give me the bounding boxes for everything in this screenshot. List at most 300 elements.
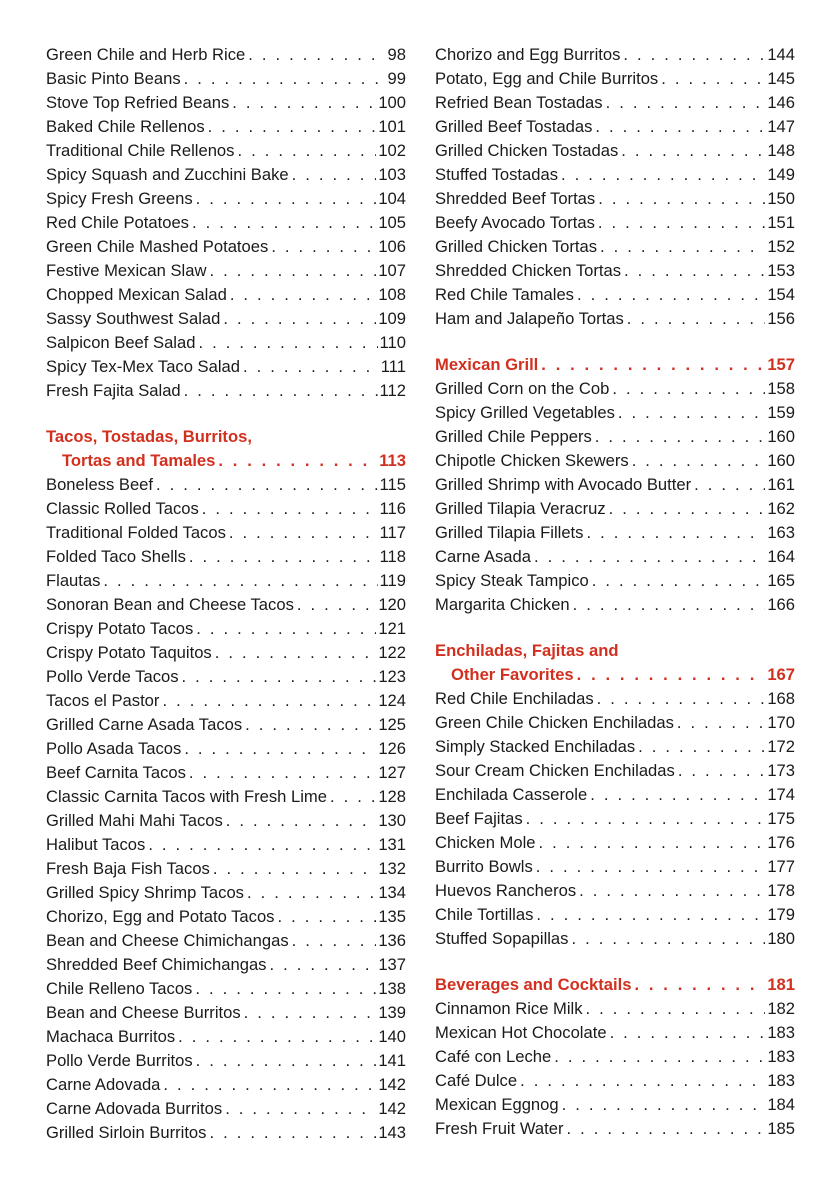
toc-entry — [435, 235, 795, 259]
toc-entry-title: Margarita Chicken — [435, 595, 570, 614]
toc-entry — [46, 91, 406, 115]
dot-leader — [606, 91, 766, 115]
section-heading-tacos — [46, 425, 406, 449]
dot-leader — [156, 473, 378, 497]
toc-entry — [46, 235, 406, 259]
toc-entry-page: 146 — [767, 93, 795, 112]
dot-leader — [561, 163, 765, 187]
toc-entry — [46, 1121, 406, 1145]
toc-entry-title: Grilled Shrimp with Avocado Butter — [435, 475, 692, 494]
dot-leader — [595, 425, 766, 449]
toc-entry — [435, 735, 795, 759]
toc-entry-page: 120 — [378, 595, 406, 614]
toc-entry-page: 153 — [767, 261, 795, 280]
toc-entry — [46, 1001, 406, 1025]
toc-entry-page: 145 — [767, 69, 795, 88]
toc-entry-page: 140 — [378, 1027, 406, 1046]
section-heading-beverages — [435, 973, 795, 997]
toc-entry-page: 109 — [378, 309, 406, 328]
toc-entry-page: 118 — [379, 547, 406, 566]
toc-entry-page: 149 — [767, 165, 795, 184]
section-heading-page: 113 — [379, 451, 406, 470]
toc-entry-title: Grilled Chicken Tostadas — [435, 141, 619, 160]
dot-leader — [586, 997, 766, 1021]
toc-entry-title: Fresh Fajita Salad — [46, 381, 181, 400]
toc-entry-page: 158 — [767, 379, 795, 398]
toc-entry-page: 176 — [767, 833, 795, 852]
toc-entry-title: Halibut Tacos — [46, 835, 146, 854]
toc-entry-page: 112 — [379, 381, 406, 400]
toc-entry-title: Folded Taco Shells — [46, 547, 186, 566]
dot-leader — [330, 785, 376, 809]
toc-entry — [46, 665, 406, 689]
dot-leader — [225, 1097, 376, 1121]
toc-entry-title: Crispy Potato Taquitos — [46, 643, 212, 662]
toc-entry-title: Tacos el Pastor — [46, 691, 160, 710]
toc-entry-title: Red Chile Potatoes — [46, 213, 189, 232]
toc-entry-title: Chorizo and Egg Burritos — [435, 45, 621, 64]
toc-entry — [435, 593, 795, 617]
toc-entry-title: Classic Rolled Tacos — [46, 499, 199, 518]
toc-entry — [435, 307, 795, 331]
toc-left-column — [46, 43, 406, 1145]
toc-entry — [46, 641, 406, 665]
toc-entry — [46, 1097, 406, 1121]
toc-entry-page: 182 — [767, 999, 795, 1018]
toc-entry-page: 163 — [767, 523, 795, 542]
toc-entry-page: 183 — [767, 1071, 795, 1090]
toc-entry-title: Grilled Chicken Tortas — [435, 237, 598, 256]
toc-entry-title: Pollo Asada Tacos — [46, 739, 182, 758]
toc-entry — [435, 687, 795, 711]
toc-entry — [46, 713, 406, 737]
toc-entry — [46, 689, 406, 713]
toc-entry-title: Shredded Chicken Tortas — [435, 261, 622, 280]
toc-entry-title: Mexican Hot Chocolate — [435, 1023, 607, 1042]
dot-leader — [244, 1001, 377, 1025]
toc-entry — [435, 497, 795, 521]
toc-entry — [46, 379, 406, 403]
toc-entry — [435, 377, 795, 401]
dot-leader — [541, 353, 765, 377]
toc-entry-title: Bean and Cheese Chimichangas — [46, 931, 289, 950]
dot-leader — [638, 735, 765, 759]
toc-entry-page: 111 — [380, 357, 406, 376]
toc-entry-page: 139 — [378, 1003, 406, 1022]
toc-entry-page: 156 — [767, 309, 795, 328]
dot-leader — [226, 809, 377, 833]
toc-entry-title: Crispy Potato Tacos — [46, 619, 194, 638]
toc-entry-title: Café con Leche — [435, 1047, 552, 1066]
dot-leader — [215, 641, 377, 665]
toc-entry-title: Sassy Southwest Salad — [46, 309, 221, 328]
dot-leader — [678, 759, 766, 783]
toc-entry — [46, 43, 406, 67]
toc-entry-title: Grilled Carne Asada Tacos — [46, 715, 243, 734]
toc-entry-page: 175 — [767, 809, 795, 828]
toc-entry-title: Huevos Rancheros — [435, 881, 577, 900]
toc-entry-title: Chicken Mole — [435, 833, 536, 852]
toc-entry-page: 183 — [767, 1047, 795, 1066]
toc-entry — [435, 521, 795, 545]
toc-entry-title: Red Chile Tamales — [435, 285, 574, 304]
toc-entry — [46, 905, 406, 929]
toc-entry-page: 160 — [767, 451, 795, 470]
toc-entry-title: Traditional Folded Tacos — [46, 523, 226, 542]
toc-entry — [46, 785, 406, 809]
toc-entry — [46, 617, 406, 641]
dot-leader — [677, 711, 765, 735]
toc-entry — [46, 761, 406, 785]
toc-entry-page: 98 — [387, 45, 406, 64]
toc-entry-title: Grilled Tilapia Veracruz — [435, 499, 606, 518]
dot-leader — [634, 973, 765, 997]
toc-entry — [46, 593, 406, 617]
toc-entry — [435, 783, 795, 807]
toc-entry-page: 132 — [378, 859, 406, 878]
toc-entry-title: Beefy Avocado Tortas — [435, 213, 595, 232]
toc-group — [435, 997, 795, 1141]
toc-entry-title: Fresh Baja Fish Tacos — [46, 859, 210, 878]
toc-entry — [435, 139, 795, 163]
toc-entry — [435, 283, 795, 307]
toc-entry — [435, 997, 795, 1021]
dot-leader — [223, 307, 376, 331]
dot-leader — [590, 783, 765, 807]
toc-right-column — [435, 43, 795, 1141]
toc-entry-title: Baked Chile Rellenos — [46, 117, 205, 136]
toc-entry-title: Machaca Burritos — [46, 1027, 176, 1046]
section-heading-enchiladas — [435, 639, 795, 663]
toc-entry-title: Spicy Grilled Vegetables — [435, 403, 615, 422]
toc-entry-page: 168 — [767, 689, 795, 708]
dot-leader — [586, 521, 765, 545]
section-heading-page: 181 — [767, 975, 795, 994]
toc-entry-title: Grilled Mahi Mahi Tacos — [46, 811, 223, 830]
toc-entry — [46, 163, 406, 187]
dot-leader — [232, 91, 376, 115]
section-heading-title-line2: Tortas and Tamales — [62, 451, 216, 470]
toc-entry — [46, 809, 406, 833]
toc-entry — [435, 401, 795, 425]
toc-entry-page: 103 — [378, 165, 406, 184]
toc-entry-title: Fresh Fruit Water — [435, 1119, 564, 1138]
toc-entry-page: 131 — [378, 835, 406, 854]
toc-entry-title: Stuffed Sopapillas — [435, 929, 569, 948]
toc-entry-page: 143 — [378, 1123, 406, 1142]
toc-entry-page: 161 — [767, 475, 795, 494]
toc-entry-page: 151 — [767, 213, 795, 232]
toc-entry-page: 100 — [378, 93, 406, 112]
toc-entry — [435, 43, 795, 67]
toc-entry-page: 108 — [378, 285, 406, 304]
toc-entry-title: Basic Pinto Beans — [46, 69, 181, 88]
toc-entry — [46, 857, 406, 881]
toc-entry-title: Refried Bean Tostadas — [435, 93, 603, 112]
toc-entry — [46, 521, 406, 545]
toc-entry-page: 105 — [378, 213, 406, 232]
dot-leader — [627, 307, 766, 331]
section-heading-enchiladas-line2 — [435, 663, 795, 687]
dot-leader — [178, 1025, 376, 1049]
toc-entry-page: 150 — [767, 189, 795, 208]
section-spacer — [46, 403, 406, 425]
toc-entry-page: 126 — [378, 739, 406, 758]
toc-group — [435, 43, 795, 331]
toc-entry-title: Red Chile Enchiladas — [435, 689, 594, 708]
toc-entry — [435, 91, 795, 115]
dot-leader — [566, 1117, 765, 1141]
toc-entry — [46, 331, 406, 355]
toc-entry-title: Cinnamon Rice Milk — [435, 999, 583, 1018]
toc-entry-page: 106 — [378, 237, 406, 256]
toc-entry — [46, 1049, 406, 1073]
toc-entry-title: Pollo Verde Tacos — [46, 667, 179, 686]
dot-leader — [163, 1073, 376, 1097]
toc-entry-title: Salpicon Beef Salad — [46, 333, 196, 352]
dot-leader — [520, 1069, 765, 1093]
toc-entry-page: 166 — [767, 595, 795, 614]
toc-entry — [46, 259, 406, 283]
toc-entry-page: 147 — [767, 117, 795, 136]
toc-entry-title: Green Chile Chicken Enchiladas — [435, 713, 674, 732]
toc-entry-title: Festive Mexican Slaw — [46, 261, 207, 280]
dot-leader — [196, 187, 377, 211]
toc-entry-title: Classic Carnita Tacos with Fresh Lime — [46, 787, 327, 806]
dot-leader — [292, 163, 377, 187]
toc-entry-title: Carne Adovada — [46, 1075, 161, 1094]
toc-entry-page: 170 — [767, 713, 795, 732]
toc-entry — [435, 163, 795, 187]
toc-entry-title: Café Dulce — [435, 1071, 518, 1090]
dot-leader — [624, 259, 765, 283]
toc-entry-title: Grilled Beef Tostadas — [435, 117, 593, 136]
toc-entry — [46, 1025, 406, 1049]
dot-leader — [573, 593, 766, 617]
dot-leader — [229, 521, 378, 545]
section-heading-page: 167 — [767, 665, 795, 684]
toc-entry — [435, 425, 795, 449]
dot-leader — [595, 115, 765, 139]
dot-leader — [598, 187, 765, 211]
toc-entry — [46, 139, 406, 163]
toc-entry-page: 130 — [378, 811, 406, 830]
dot-leader — [189, 761, 376, 785]
dot-leader — [195, 977, 376, 1001]
dot-leader — [292, 929, 377, 953]
toc-entry — [435, 187, 795, 211]
toc-group — [435, 687, 795, 951]
toc-entry-page: 141 — [378, 1051, 406, 1070]
section-heading-title: Mexican Grill — [435, 355, 539, 374]
section-spacer — [435, 331, 795, 353]
toc-entry — [435, 855, 795, 879]
section-heading-title: Beverages and Cocktails — [435, 975, 632, 994]
dot-leader — [526, 807, 766, 831]
toc-entry-title: Grilled Tilapia Fillets — [435, 523, 584, 542]
dot-leader — [571, 927, 765, 951]
toc-entry-page: 162 — [767, 499, 795, 518]
toc-entry — [46, 283, 406, 307]
toc-entry — [46, 307, 406, 331]
dot-leader — [632, 449, 766, 473]
toc-entry-title: Grilled Chile Peppers — [435, 427, 592, 446]
toc-entry-page: 179 — [767, 905, 795, 924]
dot-leader — [623, 43, 765, 67]
toc-entry — [46, 545, 406, 569]
toc-entry-page: 142 — [378, 1099, 406, 1118]
toc-entry-page: 172 — [767, 737, 795, 756]
toc-entry — [46, 977, 406, 1001]
toc-entry-title: Chorizo, Egg and Potato Tacos — [46, 907, 275, 926]
toc-entry — [46, 833, 406, 857]
toc-entry-page: 154 — [767, 285, 795, 304]
dot-leader — [579, 879, 765, 903]
toc-entry-page: 116 — [379, 499, 406, 518]
toc-entry — [46, 569, 406, 593]
dot-leader — [103, 569, 377, 593]
toc-entry-title: Shredded Beef Chimichangas — [46, 955, 267, 974]
toc-entry — [46, 497, 406, 521]
toc-group — [46, 473, 406, 1145]
toc-entry-title: Beef Carnita Tacos — [46, 763, 186, 782]
toc-entry — [435, 831, 795, 855]
toc-entry-page: 104 — [378, 189, 406, 208]
section-spacer — [435, 951, 795, 973]
toc-entry-page: 137 — [378, 955, 406, 974]
dot-leader — [297, 593, 376, 617]
toc-entry — [435, 545, 795, 569]
toc-entry-page: 174 — [767, 785, 795, 804]
dot-leader — [277, 905, 376, 929]
toc-entry-title: Bean and Cheese Burritos — [46, 1003, 241, 1022]
dot-leader — [661, 67, 765, 91]
toc-entry-title: Potato, Egg and Chile Burritos — [435, 69, 659, 88]
toc-entry-page: 164 — [767, 547, 795, 566]
toc-entry-title: Spicy Fresh Greens — [46, 189, 193, 208]
toc-entry-page: 144 — [767, 45, 795, 64]
toc-entry-page: 134 — [378, 883, 406, 902]
toc-entry — [435, 759, 795, 783]
dot-leader — [202, 497, 378, 521]
toc-entry — [435, 259, 795, 283]
toc-entry-title: Enchilada Casserole — [435, 785, 588, 804]
dot-leader — [539, 831, 766, 855]
toc-entry-page: 148 — [767, 141, 795, 160]
dot-leader — [196, 617, 376, 641]
toc-entry — [435, 927, 795, 951]
toc-entry-title: Chile Relleno Tacos — [46, 979, 193, 998]
dot-leader — [247, 881, 376, 905]
dot-leader — [598, 211, 765, 235]
toc-group — [46, 43, 406, 403]
toc-entry-title: Ham and Jalapeño Tortas — [435, 309, 624, 328]
toc-entry — [435, 1045, 795, 1069]
toc-entry — [435, 449, 795, 473]
toc-entry — [435, 879, 795, 903]
toc-entry-title: Stove Top Refried Beans — [46, 93, 230, 112]
toc-entry-title: Grilled Corn on the Cob — [435, 379, 610, 398]
toc-entry — [435, 115, 795, 139]
dot-leader — [192, 211, 376, 235]
dot-leader — [208, 115, 377, 139]
dot-leader — [534, 545, 765, 569]
toc-entry — [46, 953, 406, 977]
toc-entry — [435, 1117, 795, 1141]
dot-leader — [189, 545, 378, 569]
toc-entry-page: 135 — [378, 907, 406, 926]
toc-entry-page: 117 — [379, 523, 406, 542]
toc-entry — [46, 929, 406, 953]
toc-entry-title: Stuffed Tostadas — [435, 165, 559, 184]
toc-entry-page: 159 — [767, 403, 795, 422]
dot-leader — [198, 331, 377, 355]
toc-entry-title: Traditional Chile Rellenos — [46, 141, 235, 160]
dot-leader — [562, 1093, 766, 1117]
toc-entry — [435, 211, 795, 235]
toc-entry — [435, 807, 795, 831]
dot-leader — [269, 953, 376, 977]
section-heading-mexican-grill — [435, 353, 795, 377]
dot-leader — [577, 663, 766, 687]
toc-entry-page: 142 — [378, 1075, 406, 1094]
toc-entry-page: 177 — [767, 857, 795, 876]
toc-group — [435, 377, 795, 617]
toc-entry — [46, 187, 406, 211]
toc-entry — [435, 711, 795, 735]
dot-leader — [182, 665, 377, 689]
toc-entry-title: Carne Adovada Burritos — [46, 1099, 223, 1118]
toc-entry — [435, 1069, 795, 1093]
toc-entry-page: 125 — [378, 715, 406, 734]
toc-entry-page: 185 — [767, 1119, 795, 1138]
toc-entry — [46, 355, 406, 379]
toc-entry-page: 121 — [378, 619, 406, 638]
toc-entry-title: Shredded Beef Tortas — [435, 189, 596, 208]
dot-leader — [184, 379, 378, 403]
dot-leader — [237, 139, 376, 163]
section-heading-title-line1: Enchiladas, Fajitas and — [435, 641, 619, 660]
toc-entry-title: Carne Asada — [435, 547, 531, 566]
dot-leader — [610, 1021, 766, 1045]
toc-entry-page: 127 — [378, 763, 406, 782]
toc-entry-title: Beef Fajitas — [435, 809, 523, 828]
dot-leader — [600, 235, 765, 259]
toc-entry-title: Flautas — [46, 571, 101, 590]
toc-entry-page: 110 — [379, 333, 406, 352]
dot-leader — [230, 283, 377, 307]
dot-leader — [592, 569, 766, 593]
toc-entry-title: Spicy Tex-Mex Taco Salad — [46, 357, 240, 376]
section-spacer — [435, 617, 795, 639]
section-heading-title-line2: Other Favorites — [451, 665, 574, 684]
toc-entry-title: Pollo Verde Burritos — [46, 1051, 193, 1070]
toc-entry-page: 122 — [378, 643, 406, 662]
section-heading-title-line1: Tacos, Tostadas, Burritos, — [46, 427, 252, 446]
toc-entry-page: 184 — [767, 1095, 795, 1114]
toc-entry-title: Boneless Beef — [46, 475, 154, 494]
toc-entry-title: Spicy Steak Tampico — [435, 571, 589, 590]
toc-entry — [435, 569, 795, 593]
toc-entry — [435, 903, 795, 927]
toc-entry-page: 180 — [767, 929, 795, 948]
toc-entry-page: 138 — [378, 979, 406, 998]
toc-entry — [46, 67, 406, 91]
toc-entry — [46, 1073, 406, 1097]
toc-entry-page: 115 — [379, 475, 406, 494]
dot-leader — [536, 855, 766, 879]
toc-entry-page: 107 — [378, 261, 406, 280]
